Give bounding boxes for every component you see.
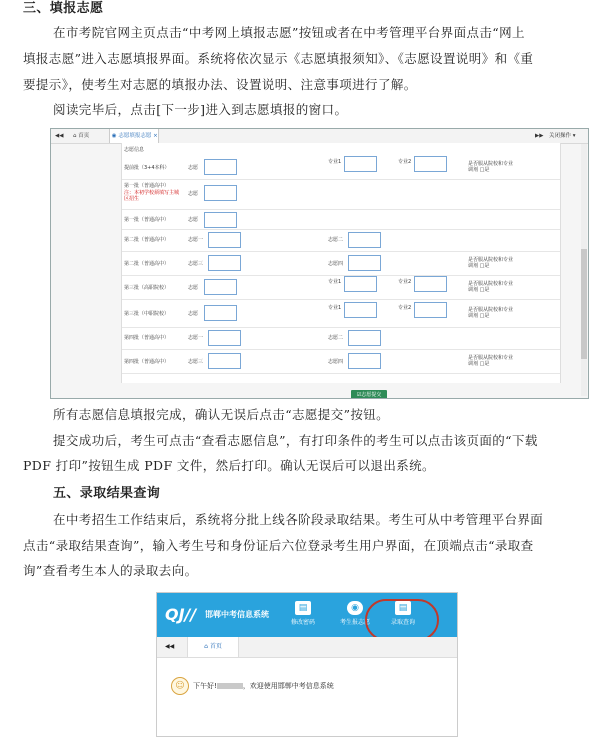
form-row: [122, 349, 560, 374]
scrollbar-thumb[interactable]: [581, 249, 587, 359]
after-p3: 所有志愿信息填报完成，确认无误后点击“志愿提交”按钮。: [53, 407, 390, 422]
id-card-icon: ▤: [395, 601, 411, 615]
field-label: 专业1: [328, 159, 342, 165]
form-row: [122, 251, 560, 276]
section3-p2: 阅读完毕后，点击[下一步]进入到志愿填报的窗口。: [53, 102, 348, 117]
volunteer-input[interactable]: [204, 185, 237, 201]
greeting-suffix: ，欢迎使用邯郸中考信息系统: [242, 682, 334, 690]
section5-heading: 五、录取结果查询: [53, 486, 161, 501]
forward-button[interactable]: ▶▶: [535, 133, 544, 139]
nav-change-password[interactable]: [277, 593, 329, 637]
form-section-title: 志愿信息: [124, 147, 145, 153]
tab-home[interactable]: [187, 637, 239, 657]
volunteer-input[interactable]: [208, 255, 241, 271]
major2-input[interactable]: [414, 276, 447, 292]
volunteer-input[interactable]: [348, 353, 381, 369]
field-label: 志愿一: [188, 237, 204, 243]
tab-bar: [157, 637, 457, 658]
row-label: 第一批（普通高中）: [124, 183, 170, 189]
row-label: 第二批（普通高中）: [124, 237, 170, 243]
tab-bar: [51, 129, 588, 144]
globe-icon: ◉: [111, 133, 117, 139]
form-row: [122, 179, 560, 210]
section3-heading: 三、填报志愿: [23, 1, 104, 16]
adjust-checkbox-label[interactable]: 是否服从院校和专业调剂 □是: [468, 257, 514, 269]
major2-input[interactable]: [414, 302, 447, 318]
greeting: [193, 681, 334, 691]
section3-p1-line1: 在市考院官网主页点击“中考网上填报志愿”按钮或者在中考管理平台界面点击“网上: [53, 25, 525, 40]
major1-input[interactable]: [344, 276, 377, 292]
form-row: [122, 209, 560, 230]
row-label: 第一批（普通高中）: [124, 217, 170, 223]
close-icon[interactable]: ×: [153, 133, 158, 139]
row-note: 注：本初学校须填写主城区招生: [124, 190, 180, 202]
field-label: 专业2: [398, 279, 412, 285]
highlight-circle: [365, 599, 439, 641]
field-label: 志愿三: [188, 261, 204, 267]
form-row: [122, 299, 560, 328]
app-logo-title: 邯郸中考信息系统: [205, 610, 269, 619]
smile-icon: ☺: [171, 677, 189, 695]
volunteer-input[interactable]: [208, 330, 241, 346]
section3-p1-line3: 要提示》，使考生对志愿的填报办法、设置说明、注意事项进行了解。: [23, 77, 417, 92]
form-screenshot: [50, 128, 589, 399]
field-label: 志愿二: [328, 335, 344, 341]
after-p4-line1: 提交成功后，考生可点击“查看志愿信息”，有打印条件的考生可以点击该页面的“下载: [53, 433, 538, 448]
field-label: 志愿四: [328, 359, 344, 365]
section5-p1-line2: 点击“录取结果查询”，输入考生号和身份证后六位登录考生用户界面，在顶端点击“录取查: [23, 538, 534, 553]
major2-input[interactable]: [414, 156, 447, 172]
field-label: 志愿: [188, 165, 199, 171]
volunteer-input[interactable]: [208, 353, 241, 369]
major1-input[interactable]: [344, 156, 377, 172]
scrollbar[interactable]: [581, 144, 587, 396]
section5-p1-line3: 询”查看考生本人的录取去向。: [23, 563, 198, 578]
id-card-icon: ▤: [295, 601, 311, 615]
row-label: 第三批（中职院校）: [124, 311, 170, 317]
row-label: 第二批（普通高中）: [124, 261, 170, 267]
form-row: [122, 275, 560, 300]
greeting-prefix: 下午好!: [193, 682, 217, 690]
masked-name: [217, 683, 243, 689]
tab-active[interactable]: [109, 129, 159, 143]
row-label: 提前批（3+4本科）: [124, 165, 170, 171]
tab-home[interactable]: [73, 129, 89, 143]
field-label: 志愿: [188, 191, 199, 197]
row-label: 第三批（高职院校）: [124, 285, 170, 291]
adjust-checkbox-label[interactable]: 是否服从院校和专业调剂 □是: [468, 355, 514, 367]
section5-p1-line1: 在中考招生工作结束后，系统将分批上线各阶段录取结果。考生可从中考管理平台界面: [53, 512, 544, 527]
volunteer-input[interactable]: [204, 305, 237, 321]
row-label: 第四批（普通高中）: [124, 359, 170, 365]
nav-label: 录取查询: [390, 619, 415, 626]
volunteer-input[interactable]: [348, 255, 381, 271]
close-ops-menu[interactable]: 关闭操作 ▾: [549, 133, 576, 139]
volunteer-form: [121, 143, 561, 398]
section3-p1-line2: 填报志愿”进入志愿填报界面。系统将依次显示《志愿填报须知》、《志愿设置说明》和《重: [23, 51, 534, 66]
row-label: 第四批（普通高中）: [124, 335, 170, 341]
field-label: 专业1: [328, 279, 342, 285]
volunteer-input[interactable]: [204, 212, 237, 228]
home-icon: ⌂: [204, 643, 208, 650]
field-label: 志愿: [188, 217, 199, 223]
form-row: [122, 155, 560, 180]
field-label: 志愿四: [328, 261, 344, 267]
result-query-screenshot: [156, 592, 458, 737]
field-label: 专业1: [328, 305, 342, 311]
adjust-checkbox-label[interactable]: 是否服从院校和专业调剂 □是: [468, 307, 514, 319]
back-button[interactable]: ◀◀: [165, 643, 175, 650]
form-row: [122, 229, 560, 252]
tab-active-label: 志愿填报志愿: [118, 133, 152, 139]
field-label: 专业2: [398, 305, 412, 311]
form-row: [122, 327, 560, 350]
volunteer-input[interactable]: [348, 330, 381, 346]
field-label: 志愿二: [328, 237, 344, 243]
volunteer-input[interactable]: [204, 159, 237, 175]
volunteer-input[interactable]: [348, 232, 381, 248]
tab-home-label: 首页: [209, 643, 222, 650]
major1-input[interactable]: [344, 302, 377, 318]
volunteer-input[interactable]: [208, 232, 241, 248]
field-label: 志愿: [188, 311, 199, 317]
field-label: 志愿: [188, 285, 199, 291]
home-icon: ⌂: [73, 133, 77, 139]
nav-label: 修改密码: [290, 619, 315, 626]
field-label: 志愿一: [188, 335, 204, 341]
field-label: 专业2: [398, 159, 412, 165]
app-header: [157, 593, 457, 637]
after-p4-line2: PDF 打印”按钮生成 PDF 文件，然后打印。确认无误后可以退出系统。: [23, 458, 435, 473]
volunteer-input[interactable]: [204, 279, 237, 295]
tab-home-label: 首页: [78, 133, 90, 139]
back-button[interactable]: ◀◀: [55, 133, 64, 139]
adjust-checkbox-label[interactable]: 是否服从院校和专业调剂 □是: [468, 161, 514, 173]
logo-icon: QJ//: [165, 605, 197, 624]
adjust-checkbox-label[interactable]: 是否服从院校和专业调剂 □是: [468, 281, 514, 293]
globe-icon: ◉: [347, 601, 363, 615]
nav-label: 考生报志愿: [339, 619, 370, 626]
field-label: 志愿三: [188, 359, 204, 365]
submit-volunteer-button[interactable]: ☑志愿提交: [351, 390, 387, 399]
